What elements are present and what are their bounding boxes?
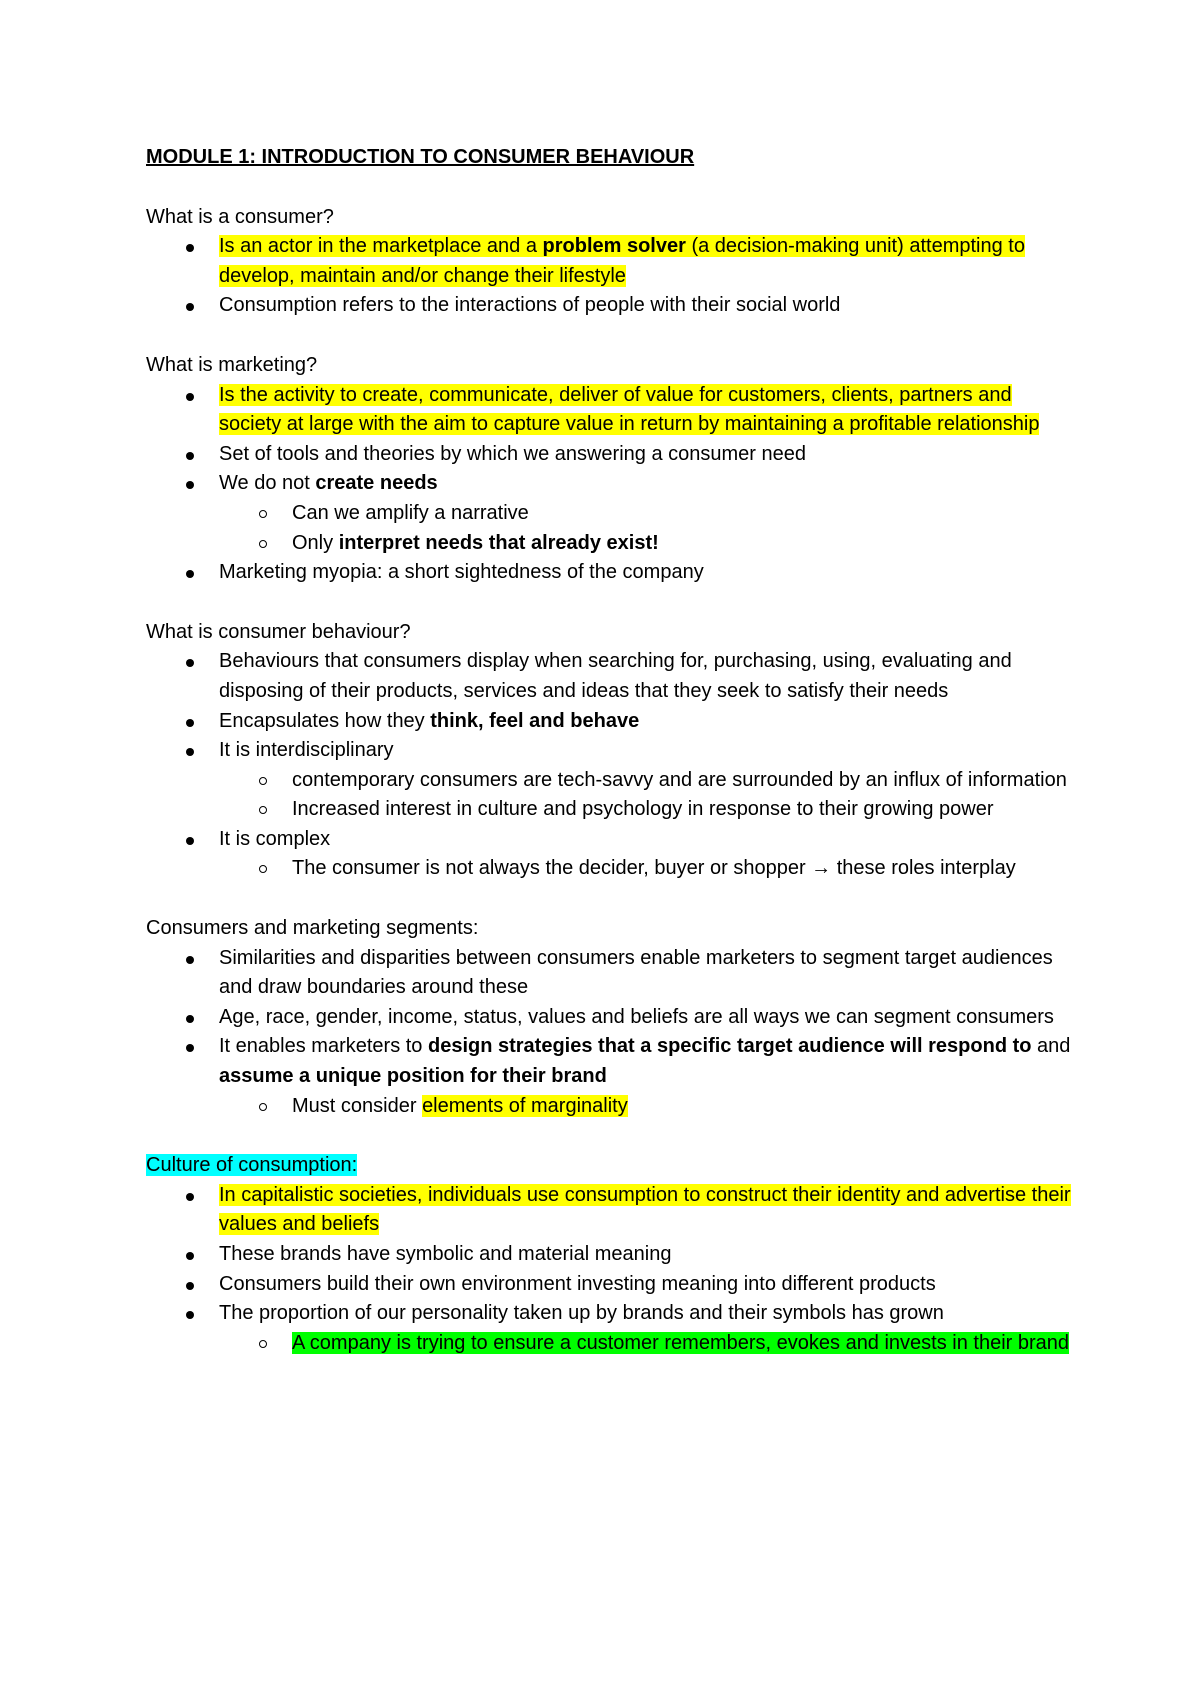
list-item: Encapsulates how they think, feel and behave <box>146 707 1076 737</box>
consumer-list <box>146 232 1076 321</box>
list-item: These brands have symbolic and material meaning <box>146 1240 1076 1270</box>
highlight-yellow: Is an actor in the marketplace and a problem solver (a decision-making unit) attempting to develop, maintain and/or change their lifestyle <box>219 235 1025 287</box>
highlight-yellow: Is the activity to create, communicate, deliver of value for customers, clients, partners and society at large with the aim to capture value in return by maintaining a profitable relationship <box>219 383 1040 436</box>
list-item <box>146 232 1076 291</box>
heading-behaviour: What is consumer behaviour? <box>146 620 411 643</box>
list-item: Marketing myopia: a short sightedness of the company <box>146 558 1076 588</box>
list-item: Age, race, gender, income, status, values and beliefs are all ways we can segment consumers <box>146 1003 1076 1033</box>
list-item: Behaviours that consumers display when searching for, purchasing, using, evaluating and disposing of their products, services and ideas that they seek to satisfy their needs <box>146 647 1076 706</box>
list-item: The proportion of our personality taken up by brands and their symbols has grown A company is trying to ensure a customer remembers, evokes and invests in their brand <box>146 1299 1076 1358</box>
sub-list-item: The consumer is not always the decider, buyer or shopper → these roles interplay <box>219 854 1076 884</box>
document-title: MODULE 1: INTRODUCTION TO CONSUMER BEHAVIOUR <box>146 146 695 168</box>
highlight-cyan: Culture of consumption: <box>146 1154 358 1177</box>
highlight-yellow: elements of marginality <box>422 1094 628 1117</box>
sub-list-item: Can we amplify a narrative <box>219 499 1076 529</box>
behaviour-list <box>146 647 1076 884</box>
sub-list <box>219 1329 1076 1359</box>
sub-list-item: contemporary consumers are tech-savvy and are surrounded by an influx of information <box>219 766 1076 796</box>
list-item: Set of tools and theories by which we answering a consumer need <box>146 440 1076 470</box>
list-item: Similarities and disparities between consumers enable marketers to segment target audiences and draw boundaries around these <box>146 944 1076 1003</box>
highlight-green: A company is trying to ensure a customer remembers, evokes and invests in their brand <box>292 1331 1070 1354</box>
list-item: Consumption refers to the interactions of people with their social world <box>146 291 1076 321</box>
sub-list-item <box>219 1329 1076 1359</box>
heading-marketing: What is marketing? <box>146 353 318 376</box>
sub-list <box>219 766 1076 825</box>
heading-segments: Consumers and marketing segments: <box>146 917 479 940</box>
marketing-list <box>146 381 1076 588</box>
heading-culture <box>146 1151 1076 1181</box>
sub-list-item: Increased interest in culture and psychology in response to their growing power <box>219 795 1076 825</box>
sub-list <box>219 854 1076 884</box>
list-item: It is interdisciplinary contemporary consumers are tech-savvy and are surrounded by an influx of information Increased interest in culture and psychology in response to their growing power <box>146 736 1076 825</box>
highlight-yellow: In capitalistic societies, individuals use consumption to construct their identity and advertise their values and beliefs <box>219 1183 1071 1236</box>
list-item <box>146 1181 1076 1240</box>
document-content <box>146 143 1076 1358</box>
list-item <box>146 381 1076 440</box>
sub-list-item: Only interpret needs that already exist! <box>219 529 1076 559</box>
list-item: It is complex The consumer is not always the decider, buyer or shopper → these roles interplay <box>146 825 1076 884</box>
list-item: Consumers build their own environment investing meaning into different products <box>146 1270 1076 1300</box>
sub-list <box>219 499 1076 558</box>
segments-list <box>146 944 1076 1122</box>
culture-list <box>146 1181 1076 1359</box>
sub-list <box>219 1092 1076 1122</box>
list-item: We do not create needs Can we amplify a narrative Only interpret needs that already exist! <box>146 469 1076 558</box>
sub-list-item: Must consider elements of marginality <box>219 1092 1076 1122</box>
heading-consumer: What is a consumer? <box>146 205 334 228</box>
list-item: It enables marketers to design strategies that a specific target audience will respond to and assume a unique position for their brand Must consider elements of marginality <box>146 1032 1076 1121</box>
